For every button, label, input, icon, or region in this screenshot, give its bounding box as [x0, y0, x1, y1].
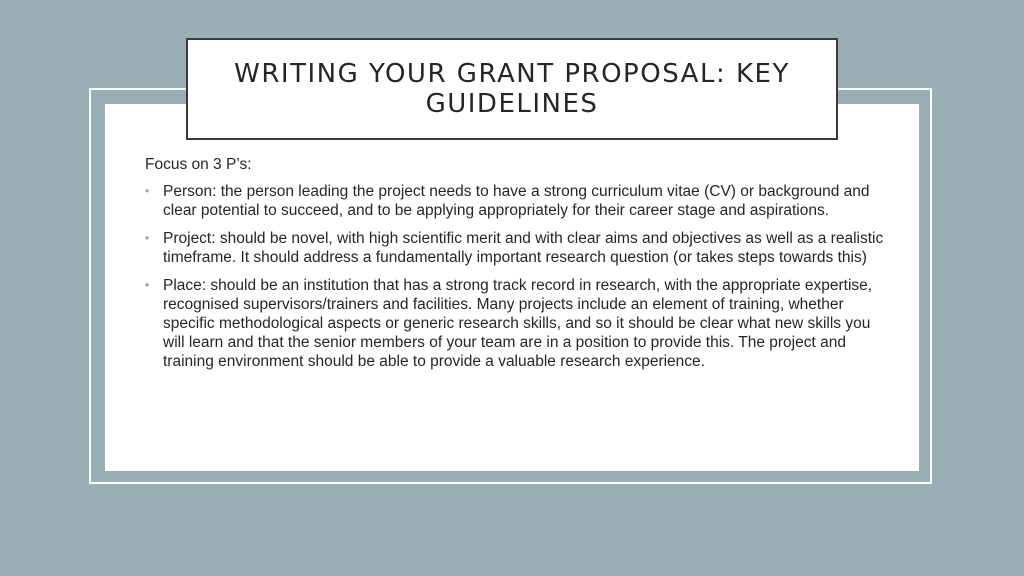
bullet-icon: • — [145, 231, 150, 245]
bullet-text: Person: the person leading the project needs to have a strong curriculum vitae (CV) or background and clear potential to succeed, and to be applying appropriately for their career stage and aspirations. — [163, 183, 870, 219]
bullet-item-person — [145, 182, 885, 220]
bullet-icon: • — [145, 278, 150, 292]
intro-text: Focus on 3 P’s: — [145, 156, 252, 173]
title-box — [186, 38, 838, 140]
slide-body — [145, 155, 885, 380]
bullet-text: Place: should be an institution that has a strong track record in research, with the appropriate expertise, recognised supervisors/trainers and facilities. Many projects include an element of training, whether specific methodological aspects or generic research skills, and so it should be clear what new skills you will learn and that the senior members of your team are in a position to provide this. The project and training environment should be able to provide a valuable research experience. — [163, 277, 873, 370]
bullet-item-place — [145, 276, 885, 371]
bullet-icon: • — [145, 184, 150, 198]
slide-title: WRITING YOUR GRANT PROPOSAL: KEY GUIDELINES — [234, 59, 790, 119]
bullet-item-project — [145, 229, 885, 267]
bullet-text: Project: should be novel, with high scientific merit and with clear aims and objectives as well as a realistic timeframe. It should address a fundamentally important research question (or takes steps towards this) — [163, 230, 884, 266]
bullet-list — [145, 182, 885, 371]
